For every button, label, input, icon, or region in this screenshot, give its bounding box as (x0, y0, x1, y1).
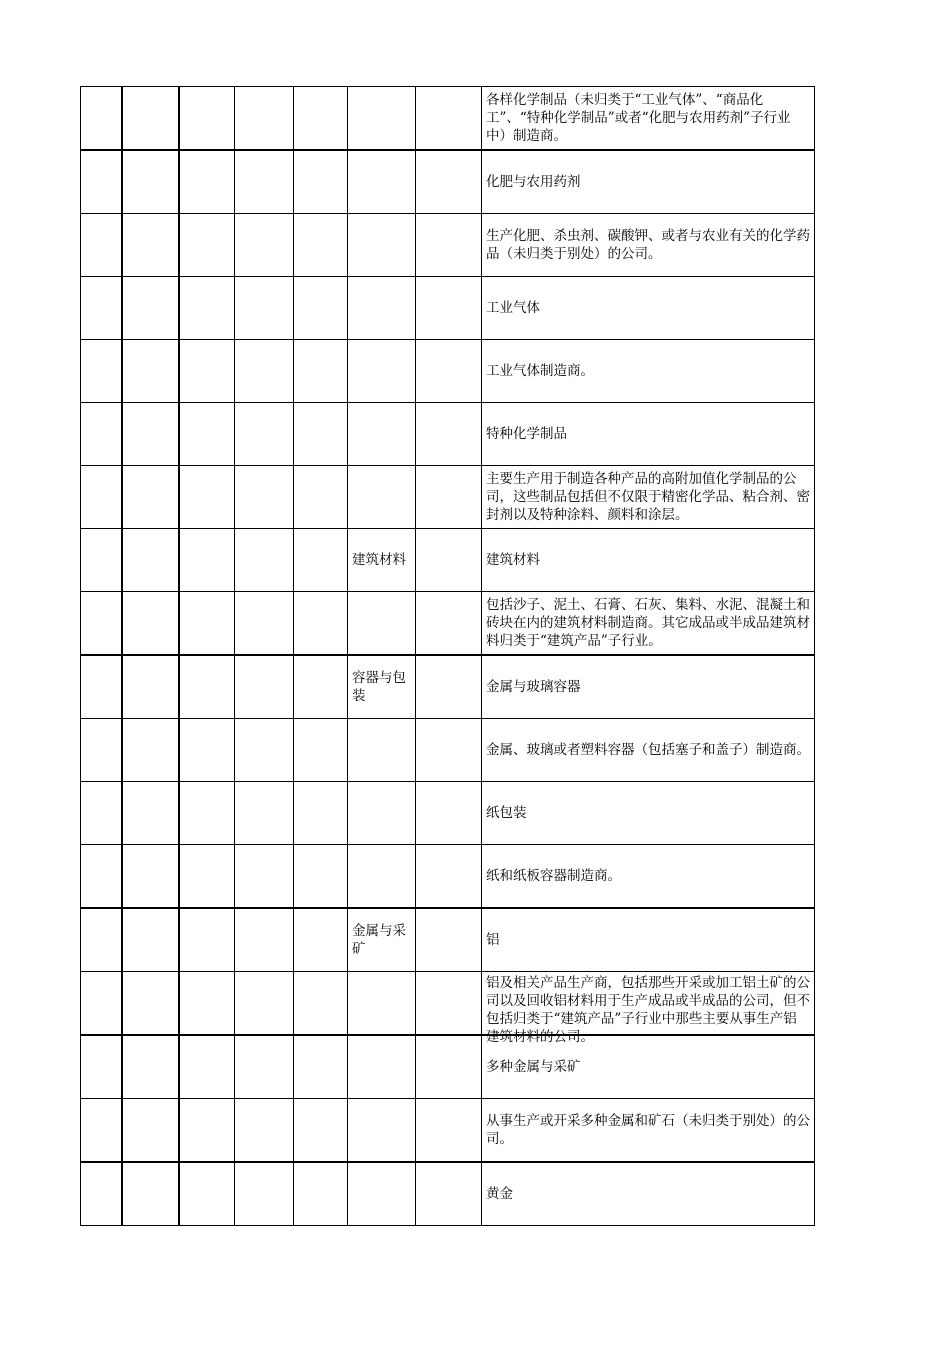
empty-cell[interactable] (294, 466, 348, 529)
empty-cell[interactable] (122, 87, 179, 151)
category-cell[interactable] (348, 214, 416, 277)
empty-cell[interactable] (416, 529, 482, 592)
table-row (81, 214, 815, 277)
empty-cell[interactable] (294, 592, 348, 656)
empty-cell[interactable] (81, 340, 122, 403)
empty-cell[interactable] (179, 782, 235, 845)
empty-cell[interactable] (294, 340, 348, 403)
table-row (81, 277, 815, 340)
empty-cell[interactable] (235, 1035, 294, 1099)
empty-cell[interactable] (81, 1162, 122, 1226)
empty-cell[interactable] (122, 845, 179, 909)
empty-cell[interactable] (235, 845, 294, 909)
category-cell[interactable] (348, 845, 416, 909)
empty-cell[interactable] (179, 214, 235, 277)
empty-cell[interactable] (235, 908, 294, 972)
description-cell[interactable]: 金属与玻璃容器 (482, 655, 815, 719)
empty-cell[interactable] (294, 1035, 348, 1099)
empty-cell[interactable] (81, 150, 122, 214)
empty-cell[interactable] (416, 845, 482, 909)
description-cell[interactable]: 纸和纸板容器制造商。 (482, 845, 815, 909)
empty-cell[interactable] (235, 150, 294, 214)
empty-cell[interactable] (235, 466, 294, 529)
table-row (81, 845, 815, 909)
empty-cell[interactable] (122, 466, 179, 529)
empty-cell[interactable] (416, 1099, 482, 1163)
empty-cell[interactable] (235, 1162, 294, 1226)
empty-cell[interactable] (416, 277, 482, 340)
description-cell[interactable]: 多种金属与采矿 (482, 1035, 815, 1099)
empty-cell[interactable] (416, 340, 482, 403)
empty-cell[interactable] (81, 1035, 122, 1099)
table-row (81, 529, 815, 592)
category-cell[interactable] (348, 277, 416, 340)
empty-cell[interactable] (235, 214, 294, 277)
empty-cell[interactable] (235, 972, 294, 1036)
empty-cell[interactable] (294, 845, 348, 909)
description-cell[interactable]: 特种化学制品 (482, 403, 815, 466)
empty-cell[interactable] (416, 908, 482, 972)
spreadsheet (80, 86, 814, 1226)
empty-cell[interactable] (81, 972, 122, 1036)
empty-cell[interactable] (122, 782, 179, 845)
category-cell[interactable] (348, 340, 416, 403)
empty-cell[interactable] (81, 403, 122, 466)
category-cell[interactable]: 建筑材料 (348, 529, 416, 592)
empty-cell[interactable] (122, 403, 179, 466)
empty-cell[interactable] (294, 655, 348, 719)
category-cell[interactable] (348, 150, 416, 214)
empty-cell[interactable] (294, 150, 348, 214)
empty-cell[interactable] (235, 87, 294, 151)
description-cell[interactable]: 化肥与农用药剂 (482, 150, 815, 214)
empty-cell[interactable] (81, 845, 122, 909)
empty-cell[interactable] (179, 845, 235, 909)
empty-cell[interactable] (235, 403, 294, 466)
empty-cell[interactable] (235, 1099, 294, 1163)
empty-cell[interactable] (81, 782, 122, 845)
empty-cell[interactable] (294, 403, 348, 466)
empty-cell[interactable] (179, 150, 235, 214)
empty-cell[interactable] (179, 719, 235, 782)
empty-cell[interactable] (122, 529, 179, 592)
empty-cell[interactable] (81, 719, 122, 782)
empty-cell[interactable] (235, 529, 294, 592)
empty-cell[interactable] (294, 908, 348, 972)
table-row (81, 1099, 815, 1163)
empty-cell[interactable] (122, 592, 179, 656)
description-cell[interactable]: 工业气体 (482, 277, 815, 340)
table-row (81, 655, 815, 719)
empty-cell[interactable] (122, 972, 179, 1036)
table-row (81, 782, 815, 845)
empty-cell[interactable] (81, 214, 122, 277)
category-cell[interactable] (348, 466, 416, 529)
empty-cell[interactable] (235, 340, 294, 403)
description-cell[interactable]: 包括沙子、泥土、石膏、石灰、集料、水泥、混凝土和砖块在内的建筑材料制造商。其它成品或半成品建筑材料归类于“建筑产品”子行业。 (482, 592, 815, 656)
description-cell[interactable]: 从事生产或开采多种金属和矿石（未归类于别处）的公司。 (482, 1099, 815, 1163)
empty-cell[interactable] (179, 655, 235, 719)
empty-cell[interactable] (81, 87, 122, 151)
table-body (81, 87, 815, 1226)
empty-cell[interactable] (235, 782, 294, 845)
empty-cell[interactable] (416, 214, 482, 277)
empty-cell[interactable] (81, 655, 122, 719)
empty-cell[interactable] (235, 655, 294, 719)
empty-cell[interactable] (294, 1162, 348, 1226)
empty-cell[interactable] (122, 719, 179, 782)
category-cell[interactable]: 容器与包装 (348, 655, 416, 719)
empty-cell[interactable] (122, 277, 179, 340)
empty-cell[interactable] (416, 655, 482, 719)
empty-cell[interactable] (179, 908, 235, 972)
category-cell[interactable] (348, 403, 416, 466)
empty-cell[interactable] (416, 719, 482, 782)
empty-cell[interactable] (416, 1035, 482, 1099)
empty-cell[interactable] (416, 466, 482, 529)
category-cell[interactable] (348, 972, 416, 1036)
empty-cell[interactable] (122, 1035, 179, 1099)
empty-cell[interactable] (179, 1162, 235, 1226)
empty-cell[interactable] (235, 277, 294, 340)
empty-cell[interactable] (122, 1162, 179, 1226)
empty-cell[interactable] (235, 592, 294, 656)
empty-cell[interactable] (416, 592, 482, 656)
empty-cell[interactable] (294, 972, 348, 1036)
empty-cell[interactable] (81, 592, 122, 656)
empty-cell[interactable] (416, 403, 482, 466)
table-row (81, 87, 815, 151)
empty-cell[interactable] (294, 87, 348, 151)
description-cell[interactable]: 生产化肥、杀虫剂、碳酸钾、或者与农业有关的化学药品（未归类于别处）的公司。 (482, 214, 815, 277)
empty-cell[interactable] (294, 529, 348, 592)
description-cell[interactable]: 纸包装 (482, 782, 815, 845)
empty-cell[interactable] (122, 1099, 179, 1163)
empty-cell[interactable] (81, 1099, 122, 1163)
description-cell[interactable]: 主要生产用于制造各种产品的高附加值化学制品的公司，这些制品包括但不仅限于精密化学品、粘合剂、密封剂以及特种涂料、颜料和涂层。 (482, 466, 815, 529)
empty-cell[interactable] (416, 782, 482, 845)
empty-cell[interactable] (179, 592, 235, 656)
empty-cell[interactable] (81, 277, 122, 340)
empty-cell[interactable] (122, 150, 179, 214)
empty-cell[interactable] (416, 87, 482, 151)
empty-cell[interactable] (179, 466, 235, 529)
empty-cell[interactable] (294, 782, 348, 845)
category-cell[interactable] (348, 1035, 416, 1099)
empty-cell[interactable] (122, 655, 179, 719)
industry-classification-table (80, 86, 815, 1226)
empty-cell[interactable] (294, 277, 348, 340)
description-cell[interactable]: 金属、玻璃或者塑料容器（包括塞子和盖子）制造商。 (482, 719, 815, 782)
table-row (81, 466, 815, 529)
empty-cell[interactable] (179, 340, 235, 403)
description-cell[interactable]: 工业气体制造商。 (482, 340, 815, 403)
empty-cell[interactable] (81, 529, 122, 592)
empty-cell[interactable] (294, 719, 348, 782)
empty-cell[interactable] (294, 1099, 348, 1163)
table-row (81, 592, 815, 656)
category-cell[interactable] (348, 719, 416, 782)
empty-cell[interactable] (81, 466, 122, 529)
table-row (81, 403, 815, 466)
empty-cell[interactable] (416, 972, 482, 1036)
category-cell[interactable] (348, 1162, 416, 1226)
description-cell[interactable] (482, 972, 815, 1045)
description-cell[interactable]: 黄金 (482, 1162, 815, 1226)
empty-cell[interactable] (179, 1035, 235, 1099)
category-cell[interactable] (348, 1099, 416, 1163)
category-cell[interactable] (348, 782, 416, 845)
description-cell[interactable]: 铝 (482, 908, 815, 972)
empty-cell[interactable] (416, 150, 482, 214)
category-cell[interactable]: 金属与采矿 (348, 908, 416, 972)
category-cell[interactable] (348, 87, 416, 151)
table-row (81, 150, 815, 214)
empty-cell[interactable] (122, 908, 179, 972)
table-row (81, 719, 815, 782)
category-cell[interactable] (348, 592, 416, 656)
empty-cell[interactable] (179, 87, 235, 151)
empty-cell[interactable] (179, 403, 235, 466)
empty-cell[interactable] (179, 972, 235, 1036)
empty-cell[interactable] (122, 340, 179, 403)
empty-cell[interactable] (122, 214, 179, 277)
table-row (81, 340, 815, 403)
table-row (81, 908, 815, 972)
table-row (81, 1162, 815, 1226)
empty-cell[interactable] (179, 529, 235, 592)
table-row (81, 972, 815, 1036)
empty-cell[interactable] (179, 277, 235, 340)
empty-cell[interactable] (416, 1162, 482, 1226)
description-cell[interactable]: 建筑材料 (482, 529, 815, 592)
empty-cell[interactable] (179, 1099, 235, 1163)
empty-cell[interactable] (294, 214, 348, 277)
description-text: 铝及相关产品生产商，包括那些开采或加工铝土矿的公司以及回收铝材料用于生产成品或半成品的公司，但不包括归类于“建筑产品”子行业中那些主要从事生产铝建筑材料的公司。 (486, 975, 810, 1045)
description-cell[interactable]: 各样化学制品（未归类于“工业气体”、“商品化工”、“特种化学制品”或者“化肥与农用药剂”子行业中）制造商。 (482, 87, 815, 151)
empty-cell[interactable] (235, 719, 294, 782)
empty-cell[interactable] (81, 908, 122, 972)
